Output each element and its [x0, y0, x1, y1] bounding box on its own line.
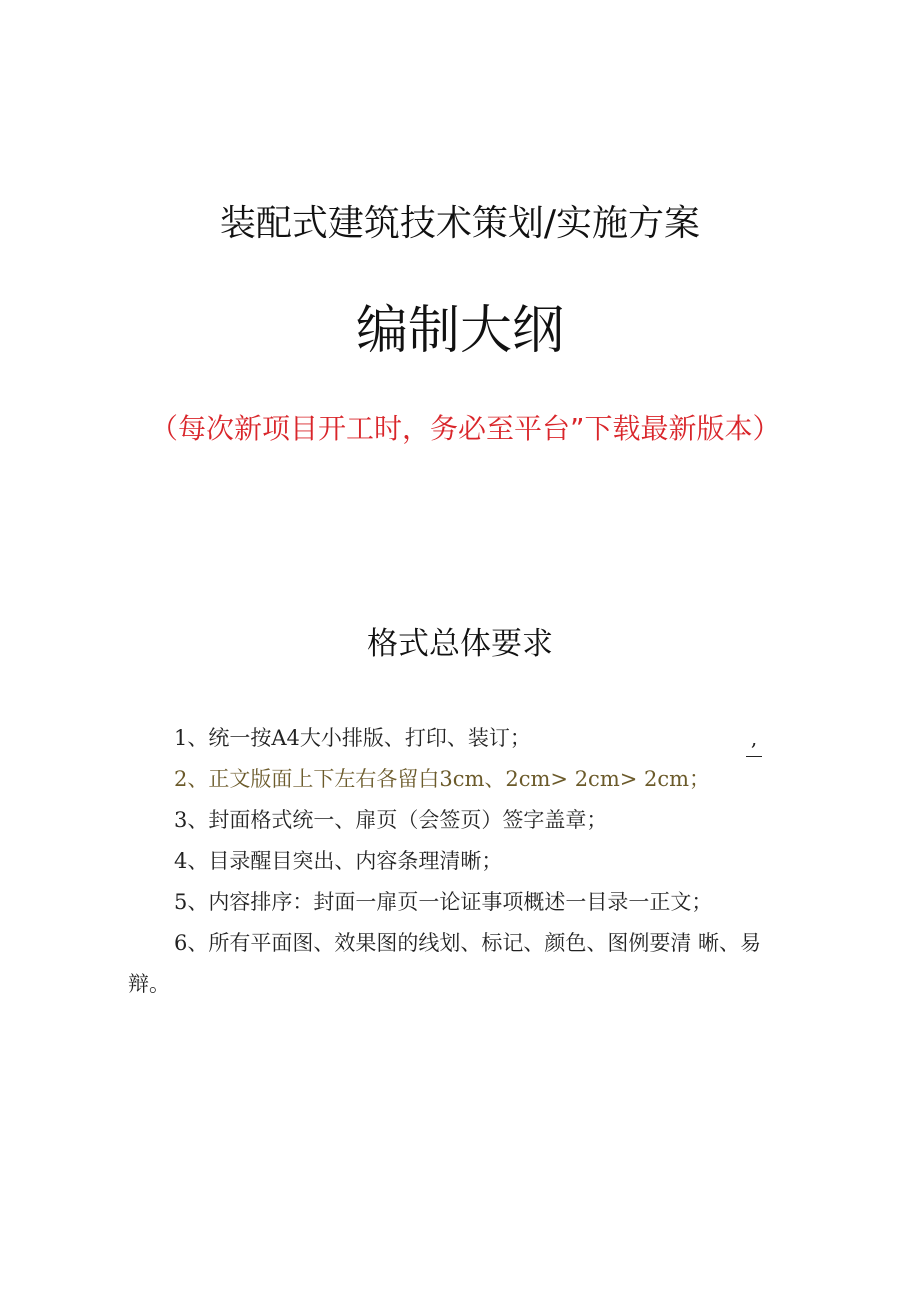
requirement-item-1: 1、统一按A4大小排版、打印、装订； [174, 726, 531, 750]
requirement-item-4: 4、目录醒目突出、内容条理清晰； [174, 849, 503, 873]
requirements-list [128, 718, 798, 1005]
document-title: 装配式建筑技术策划/实施方案 [219, 203, 701, 244]
requirement-item-6: 6、所有平面图、效果图的线划、标记、颜色、图例要清 晰、易辩。 [128, 931, 762, 996]
requirement-item-5: 5、内容排序：封面一扉页一论证事项概述一目录一正文； [174, 890, 713, 914]
document-subtitle: 编制大纲 [355, 301, 564, 361]
section-heading: 格式总体要求 [367, 626, 553, 662]
stray-punctuation-mark: , [746, 726, 762, 757]
download-notice: （每次新项目开工时，务必至平台”下载最新版本） [150, 412, 781, 445]
requirement-item-2: 2、正文版面上下左右各留白3cm、2cm> 2cm> 2cm； [174, 767, 711, 791]
requirement-item-3: 3、封面格式统一、扉页（会签页）签字盖章； [174, 808, 608, 832]
